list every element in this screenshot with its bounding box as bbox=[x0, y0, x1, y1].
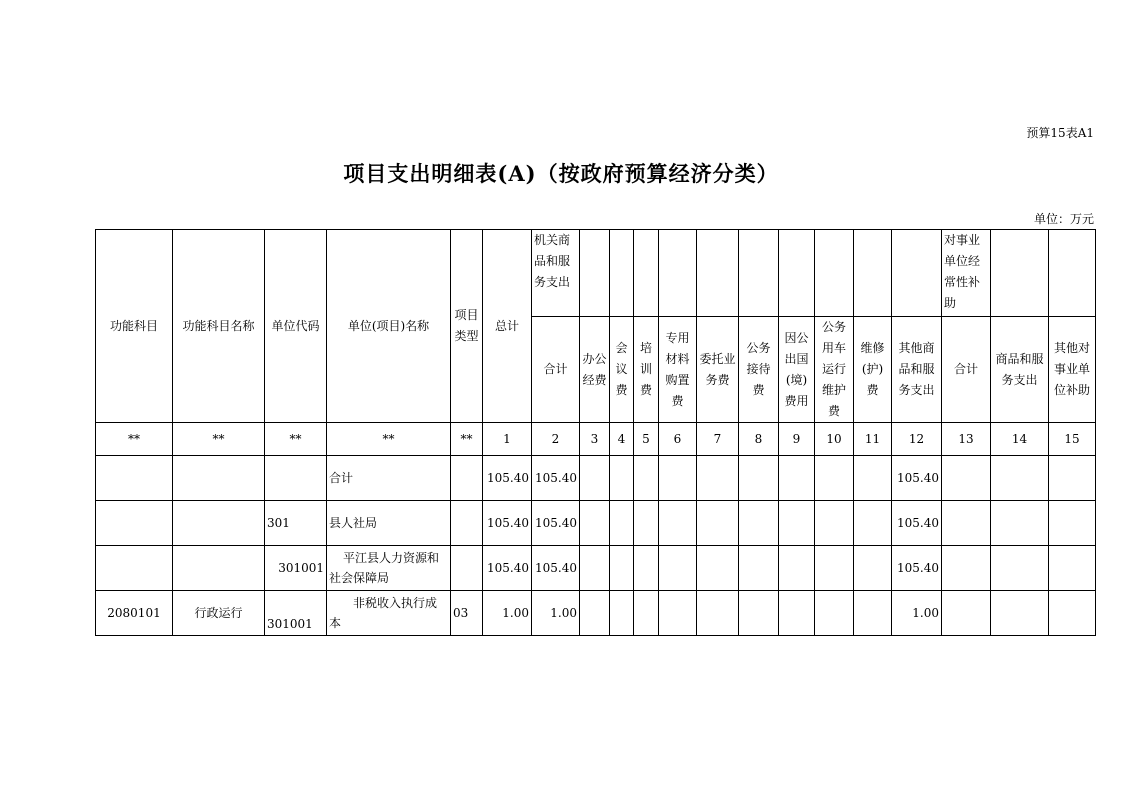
empty-cell bbox=[779, 591, 815, 636]
unit-code-cell: 301001 bbox=[265, 591, 327, 636]
table-row bbox=[96, 501, 1096, 546]
index-cell: 1 bbox=[483, 423, 532, 456]
header-subsidy-total: 合计 bbox=[942, 317, 991, 423]
empty-cell bbox=[942, 546, 991, 591]
goods-total-cell: 105.40 bbox=[532, 501, 580, 546]
index-cell: 8 bbox=[739, 423, 779, 456]
empty-cell bbox=[942, 501, 991, 546]
func-name-cell bbox=[173, 501, 265, 546]
empty-cell bbox=[697, 546, 739, 591]
empty-cell bbox=[1049, 546, 1096, 591]
empty-cell bbox=[659, 501, 697, 546]
empty-cell bbox=[610, 546, 634, 591]
func-name-cell: 行政运行 bbox=[173, 591, 265, 636]
empty-cell bbox=[610, 501, 634, 546]
index-cell: 5 bbox=[634, 423, 659, 456]
empty-cell bbox=[1049, 456, 1096, 501]
index-cell: 13 bbox=[942, 423, 991, 456]
func-name-cell bbox=[173, 546, 265, 591]
empty-cell bbox=[659, 546, 697, 591]
unit-code-cell bbox=[265, 456, 327, 501]
total-cell: 105.40 bbox=[483, 456, 532, 501]
column-index-row bbox=[96, 423, 1096, 456]
header-repair: 维修(护)费 bbox=[854, 317, 892, 423]
empty-cell bbox=[634, 456, 659, 501]
index-cell: 2 bbox=[532, 423, 580, 456]
header-blank bbox=[697, 230, 739, 317]
table-row bbox=[96, 546, 1096, 591]
project-type-cell bbox=[451, 456, 483, 501]
total-cell: 1.00 bbox=[483, 591, 532, 636]
empty-cell bbox=[697, 501, 739, 546]
empty-cell bbox=[854, 591, 892, 636]
empty-cell bbox=[942, 591, 991, 636]
empty-cell bbox=[634, 591, 659, 636]
header-entrust: 委托业务费 bbox=[697, 317, 739, 423]
index-cell: ** bbox=[327, 423, 451, 456]
index-cell: 9 bbox=[779, 423, 815, 456]
header-office: 办公经费 bbox=[580, 317, 610, 423]
header-func-name: 功能科目名称 bbox=[173, 230, 265, 423]
index-cell: ** bbox=[451, 423, 483, 456]
header-vehicle: 公务用车运行维护费 bbox=[815, 317, 854, 423]
header-blank bbox=[854, 230, 892, 317]
empty-cell bbox=[739, 456, 779, 501]
header-materials: 专用材料购置费 bbox=[659, 317, 697, 423]
unit-name-cell: 非税收入执行成本 bbox=[327, 591, 451, 636]
table-row bbox=[96, 456, 1096, 501]
header-blank bbox=[1049, 230, 1096, 317]
empty-cell bbox=[815, 546, 854, 591]
unit-code-cell: 301001 bbox=[265, 546, 327, 591]
header-goods-services: 商品和服务支出 bbox=[991, 317, 1049, 423]
total-cell: 105.40 bbox=[483, 501, 532, 546]
empty-cell bbox=[697, 591, 739, 636]
empty-cell bbox=[580, 591, 610, 636]
empty-cell bbox=[610, 591, 634, 636]
empty-cell bbox=[779, 546, 815, 591]
header-project-type: 项目类型 bbox=[451, 230, 483, 423]
header-func-code: 功能科目 bbox=[96, 230, 173, 423]
empty-cell bbox=[991, 546, 1049, 591]
index-cell: ** bbox=[173, 423, 265, 456]
other-goods-cell: 105.40 bbox=[892, 546, 942, 591]
index-cell: 4 bbox=[610, 423, 634, 456]
empty-cell bbox=[815, 501, 854, 546]
header-abroad: 因公出国(境)费用 bbox=[779, 317, 815, 423]
goods-total-cell: 1.00 bbox=[532, 591, 580, 636]
empty-cell bbox=[991, 591, 1049, 636]
header-blank bbox=[659, 230, 697, 317]
index-cell: 6 bbox=[659, 423, 697, 456]
empty-cell bbox=[634, 501, 659, 546]
header-blank bbox=[739, 230, 779, 317]
index-cell: 12 bbox=[892, 423, 942, 456]
index-cell: 15 bbox=[1049, 423, 1096, 456]
project-type-cell: 03 bbox=[451, 591, 483, 636]
empty-cell bbox=[739, 501, 779, 546]
index-cell: ** bbox=[96, 423, 173, 456]
header-reception: 公务接待费 bbox=[739, 317, 779, 423]
header-group-goods: 机关商品和服务支出 bbox=[532, 230, 580, 317]
func-name-cell bbox=[173, 456, 265, 501]
header-goods-total: 合计 bbox=[532, 317, 580, 423]
empty-cell bbox=[854, 501, 892, 546]
goods-total-cell: 105.40 bbox=[532, 456, 580, 501]
empty-cell bbox=[580, 546, 610, 591]
empty-cell bbox=[659, 456, 697, 501]
empty-cell bbox=[854, 546, 892, 591]
header-blank bbox=[634, 230, 659, 317]
header-blank bbox=[580, 230, 610, 317]
total-cell: 105.40 bbox=[483, 546, 532, 591]
page-title: 项目支出明细表(A)（按政府预算经济分类） bbox=[343, 161, 779, 186]
empty-cell bbox=[1049, 591, 1096, 636]
header-blank bbox=[779, 230, 815, 317]
empty-cell bbox=[854, 456, 892, 501]
unit-label: 单位：万元 bbox=[1033, 212, 1094, 226]
empty-cell bbox=[634, 546, 659, 591]
empty-cell bbox=[942, 456, 991, 501]
index-cell: 11 bbox=[854, 423, 892, 456]
header-training: 培训费 bbox=[634, 317, 659, 423]
empty-cell bbox=[739, 591, 779, 636]
header-blank bbox=[892, 230, 942, 317]
header-total: 总计 bbox=[483, 230, 532, 423]
header-other-goods: 其他商品和服务支出 bbox=[892, 317, 942, 423]
unit-name-cell: 合计 bbox=[327, 456, 451, 501]
header-group-subsidy: 对事业单位经常性补助 bbox=[942, 230, 991, 317]
empty-cell bbox=[779, 456, 815, 501]
empty-cell bbox=[991, 501, 1049, 546]
empty-cell bbox=[815, 456, 854, 501]
header-blank bbox=[991, 230, 1049, 317]
header-meeting: 会议费 bbox=[610, 317, 634, 423]
func-code-cell bbox=[96, 456, 173, 501]
project-type-cell bbox=[451, 546, 483, 591]
unit-name-cell: 平江县人力资源和社会保障局 bbox=[327, 546, 451, 591]
header-other-subsidy: 其他对事业单位补助 bbox=[1049, 317, 1096, 423]
header-blank bbox=[610, 230, 634, 317]
goods-total-cell: 105.40 bbox=[532, 546, 580, 591]
empty-cell bbox=[610, 456, 634, 501]
expenditure-table bbox=[95, 229, 1096, 636]
project-type-cell bbox=[451, 501, 483, 546]
func-code-cell bbox=[96, 546, 173, 591]
table-row bbox=[96, 591, 1096, 636]
empty-cell bbox=[779, 501, 815, 546]
unit-name-cell: 县人社局 bbox=[327, 501, 451, 546]
empty-cell bbox=[580, 501, 610, 546]
empty-cell bbox=[991, 456, 1049, 501]
header-blank bbox=[815, 230, 854, 317]
other-goods-cell: 105.40 bbox=[892, 456, 942, 501]
empty-cell bbox=[697, 456, 739, 501]
empty-cell bbox=[580, 456, 610, 501]
empty-cell bbox=[739, 546, 779, 591]
empty-cell bbox=[815, 591, 854, 636]
other-goods-cell: 1.00 bbox=[892, 591, 942, 636]
index-cell: 7 bbox=[697, 423, 739, 456]
unit-code-cell: 301 bbox=[265, 501, 327, 546]
index-cell: 14 bbox=[991, 423, 1049, 456]
func-code-cell bbox=[96, 501, 173, 546]
other-goods-cell: 105.40 bbox=[892, 501, 942, 546]
header-unit-name: 单位(项目)名称 bbox=[327, 230, 451, 423]
index-cell: 10 bbox=[815, 423, 854, 456]
index-cell: ** bbox=[265, 423, 327, 456]
index-cell: 3 bbox=[580, 423, 610, 456]
empty-cell bbox=[659, 591, 697, 636]
empty-cell bbox=[1049, 501, 1096, 546]
header-unit-code: 单位代码 bbox=[265, 230, 327, 423]
form-code: 预算15表A1 bbox=[1026, 126, 1094, 140]
func-code-cell: 2080101 bbox=[96, 591, 173, 636]
